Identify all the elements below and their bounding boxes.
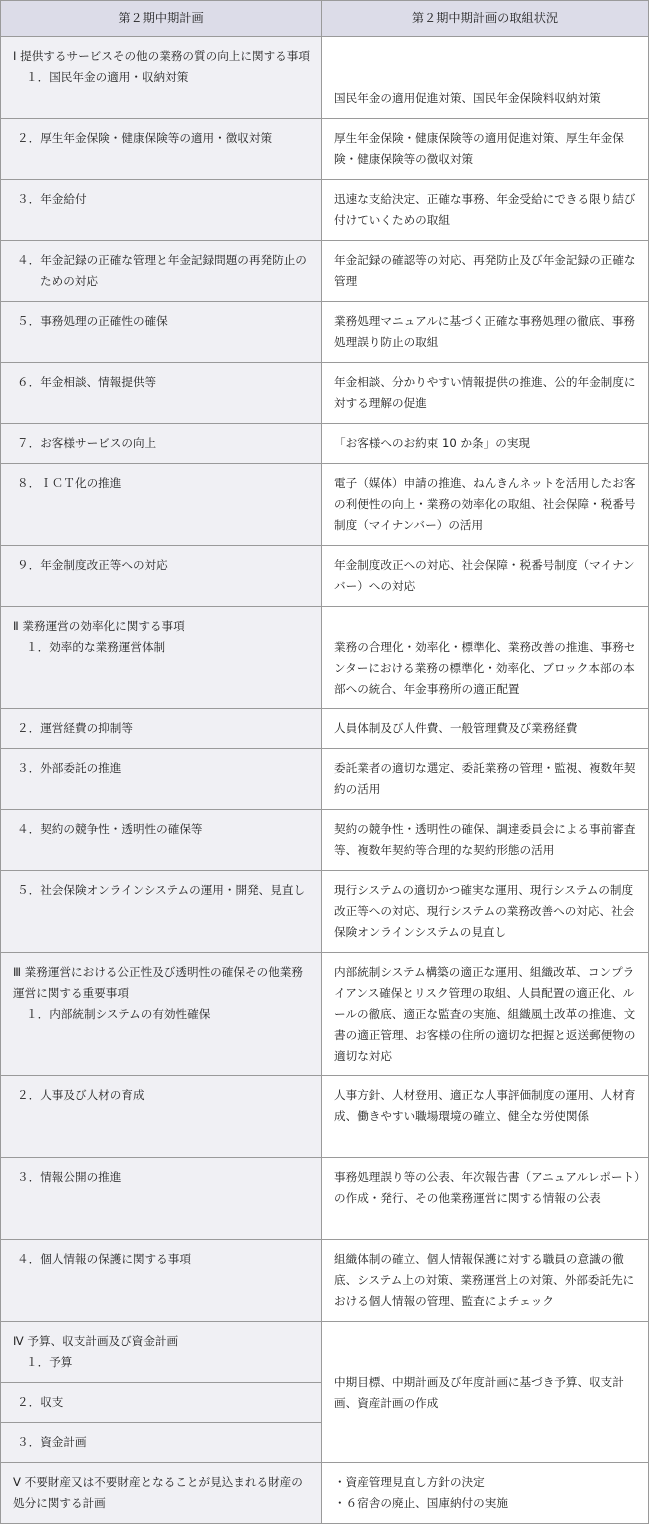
plan-cell	[1, 363, 322, 424]
status-cell: 事務処理誤り等の公表、年次報告書（アニュアルレポート）の作成・発行、その他業務運営に関する情報の公表	[322, 1158, 649, 1240]
table-row	[1, 607, 649, 709]
table-header-row	[1, 1, 649, 37]
plan-item: １．内部統制システムの有効性確保	[26, 1007, 211, 1021]
plan-cell	[1, 749, 322, 810]
plan-item: ９．年金制度改正等への対応	[17, 558, 168, 572]
plan-item: ３．情報公開の推進	[17, 1170, 122, 1184]
plan-cell	[1, 1423, 322, 1463]
plan-item: ４．契約の競争性・透明性の確保等	[17, 822, 203, 836]
section-heading: Ⅰ 提供するサービスその他の業務の質の向上に関する事項	[13, 49, 310, 63]
status-cell: 委託業者の適切な選定、委託業務の管理・監視、複数年契約の活用	[322, 749, 649, 810]
plan-item: １．国民年金の適用・収納対策	[26, 70, 189, 84]
plan-item: ４．個人情報の保護に関する事項	[17, 1252, 191, 1266]
plan-cell	[1, 607, 322, 709]
table-row	[1, 749, 649, 810]
plan-cell	[1, 424, 322, 464]
table-row	[1, 302, 649, 363]
table-row	[1, 1322, 649, 1383]
section-heading: Ⅴ 不要財産又は不要財産となることが見込まれる財産の処分に関する計画	[13, 1475, 303, 1510]
table-row	[1, 241, 649, 302]
plan-item: ２．厚生年金保険・健康保険等の適用・徴収対策	[17, 131, 273, 145]
plan-item: ２．運営経費の抑制等	[17, 721, 133, 735]
column-header-status: 第２期中期計画の取組状況	[322, 1, 649, 37]
status-cell: 業務処理マニュアルに基づく正確な事務処理の徹底、事務処理誤り防止の取組	[322, 302, 649, 363]
table-row	[1, 119, 649, 180]
table-row	[1, 1463, 649, 1524]
table-row	[1, 709, 649, 749]
table-row	[1, 546, 649, 607]
status-cell: 「お客様へのお約束 10 か条」の実現	[322, 424, 649, 464]
table-row	[1, 363, 649, 424]
plan-item: ４．年金記録の正確な管理と年金記録問題の再発防止のための対応	[17, 253, 307, 288]
status-cell: 厚生年金保険・健康保険等の適用促進対策、厚生年金保険・健康保険等の徴収対策	[322, 119, 649, 180]
status-cell: 業務の合理化・効率化・標準化、業務改善の推進、事務センターにおける業務の標準化・効率化、ブロック本部の本部への統合、年金事務所の適正配置	[322, 607, 649, 709]
table-row	[1, 37, 649, 119]
table-row	[1, 464, 649, 546]
plan-cell	[1, 302, 322, 363]
plan-cell	[1, 241, 322, 302]
table-row	[1, 424, 649, 464]
status-cell: 人事方針、人材登用、適正な人事評価制度の運用、人材育成、働きやすい職場環境の確立、健全な労使関係	[322, 1076, 649, 1158]
plan-item: ５．社会保険オンラインシステムの運用・開発、見直し	[17, 883, 306, 897]
status-cell: 迅速な支給決定、正確な事務、年金受給にできる限り結び付けていくための取組	[322, 180, 649, 241]
plan-item: ６．年金相談、情報提供等	[17, 375, 157, 389]
section-heading: Ⅳ 予算、収支計画及び資金計画	[13, 1334, 179, 1348]
plan-cell	[1, 871, 322, 953]
status-bullet: ・資産管理見直し方針の決定	[334, 1475, 485, 1489]
plan-item: １．予算	[26, 1355, 73, 1369]
status-cell: 人員体制及び人件費、一般管理費及び業務経費	[322, 709, 649, 749]
plan-item: ３．資金計画	[17, 1435, 87, 1449]
status-cell	[322, 1463, 649, 1524]
plan-cell	[1, 953, 322, 1076]
plan-item: ２．収支	[17, 1395, 64, 1409]
status-cell: 組織体制の確立、個人情報保護に対する職員の意識の徹底、システム上の対策、業務運営上の対策、外部委託先における個人情報の管理、監査によチェック	[322, 1240, 649, 1322]
status-cell: 国民年金の適用促進対策、国民年金保険料収納対策	[322, 37, 649, 119]
table-row	[1, 1240, 649, 1322]
status-cell: 年金制度改正への対応、社会保障・税番号制度（マイナンバー）への対応	[322, 546, 649, 607]
table-row	[1, 1076, 649, 1158]
plan-cell	[1, 1158, 322, 1240]
plan-cell	[1, 810, 322, 871]
plan-item: ２．人事及び人材の育成	[17, 1088, 145, 1102]
section-heading: Ⅲ 業務運営における公正性及び透明性の確保その他業務運営に関する重要事項	[13, 965, 303, 1000]
plan-cell	[1, 1463, 322, 1524]
status-cell: 中期目標、中期計画及び年度計画に基づき予算、収支計画、資産計画の作成	[322, 1322, 649, 1463]
plan-cell	[1, 37, 322, 119]
plan-cell	[1, 1322, 322, 1383]
status-cell: 電子（媒体）申請の推進、ねんきんネットを活用したお客の利便性の向上・業務の効率化の取組、社会保障・税番号制度（マイナンバー）の活用	[322, 464, 649, 546]
status-cell: 年金記録の確認等の対応、再発防止及び年金記録の正確な管理	[322, 241, 649, 302]
plan-cell	[1, 1076, 322, 1158]
plan-item: ３．外部委託の推進	[17, 761, 122, 775]
status-cell: 現行システムの適切かつ確実な運用、現行システムの制度改正等への対応、現行システムの業務改善への対応、社会保険オンラインシステムの見直し	[322, 871, 649, 953]
plan-cell	[1, 180, 322, 241]
table-row	[1, 810, 649, 871]
plan-cell	[1, 464, 322, 546]
column-header-plan: 第２期中期計画	[1, 1, 322, 37]
status-cell: 内部統制システム構築の適正な運用、組織改革、コンプライアンス確保とリスク管理の取組、人員配置の適正化、ルールの徹底、適正な監査の実施、組織風土改革の推進、文書の適正管理、お客様の住所の適切な把握と返送郵便物の適切な対応	[322, 953, 649, 1076]
table-row	[1, 871, 649, 953]
plan-cell	[1, 546, 322, 607]
plan-cell	[1, 709, 322, 749]
table-row	[1, 953, 649, 1076]
plan-item: ８．ＩＣＴ化の推進	[17, 476, 122, 490]
status-cell: 年金相談、分かりやすい情報提供の推進、公的年金制度に対する理解の促進	[322, 363, 649, 424]
status-cell: 契約の競争性・透明性の確保、調達委員会による事前審査等、複数年契約等合理的な契約形態の活用	[322, 810, 649, 871]
plan-item: ５．事務処理の正確性の確保	[17, 314, 168, 328]
plan-cell	[1, 1240, 322, 1322]
table-row	[1, 1158, 649, 1240]
plan-item: ７．お客様サービスの向上	[17, 436, 157, 450]
plan-item: １．効率的な業務運営体制	[26, 640, 166, 654]
table-row	[1, 180, 649, 241]
status-bullet: ・６宿舎の廃止、国庫納付の実施	[334, 1496, 508, 1510]
section-heading: Ⅱ 業務運営の効率化に関する事項	[13, 619, 185, 633]
plan-cell	[1, 119, 322, 180]
plan-item: ３．年金給付	[17, 192, 87, 206]
plan-cell	[1, 1383, 322, 1423]
